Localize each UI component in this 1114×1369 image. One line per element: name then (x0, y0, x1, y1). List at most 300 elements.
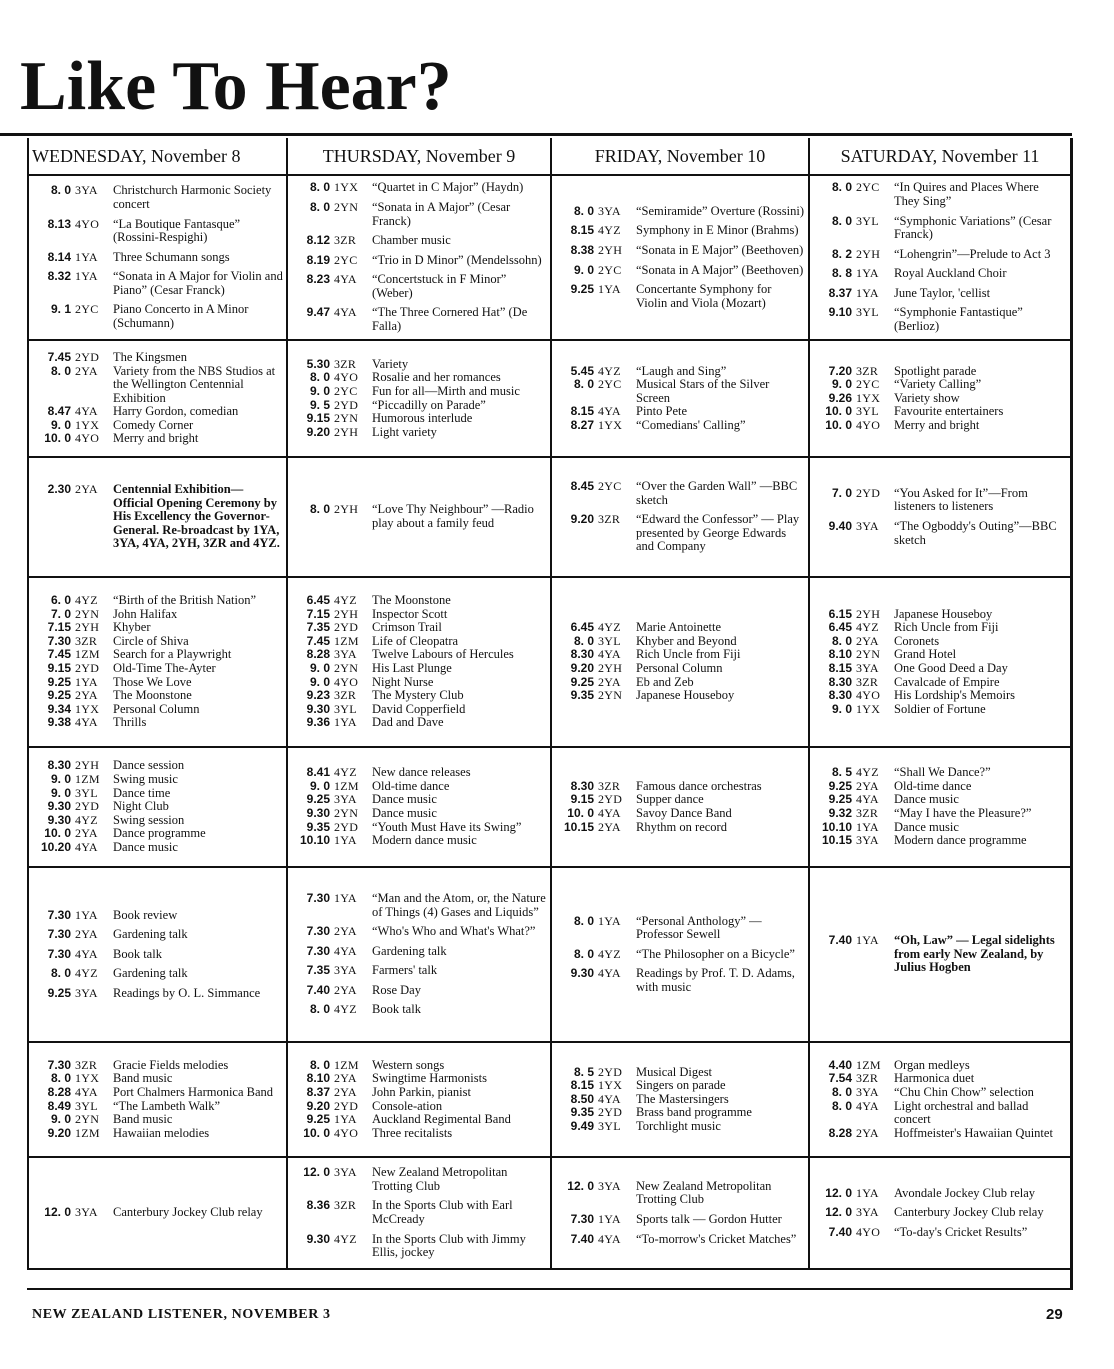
program-time: 9.10 (828, 305, 852, 320)
program-title: “The Three Cornered Hat” (De Falla) (372, 305, 528, 334)
station-code: 1ZM (334, 633, 359, 648)
program-listing (288, 1127, 550, 1141)
program-listing (288, 945, 550, 959)
program-listing (288, 834, 550, 848)
program-title: New Zealand Metropolitan Trotting Club (636, 1178, 772, 1207)
program-time: 7.30 (306, 924, 330, 939)
schedule-cell-saturday (810, 1158, 1070, 1270)
program-time: 9. 0 (309, 778, 330, 793)
program-title: “Edward the Confessor” — Play presented by George Edwards and Company (636, 512, 800, 554)
program-title: Fun for all—Mirth and music (372, 383, 520, 398)
program-time: 7.30 (47, 633, 71, 648)
program-title: “May I have the Pleasure?” (894, 806, 1032, 820)
station-code: 2YD (598, 792, 623, 807)
program-listing (288, 689, 550, 703)
program-listing (288, 1199, 550, 1226)
station-code: 2YN (598, 688, 623, 703)
program-time: 8.12 (306, 233, 330, 248)
station-code: 2YA (75, 363, 98, 378)
station-code: 4YZ (598, 363, 621, 378)
program-listing (810, 621, 1070, 635)
program-time: 4.40 (828, 1057, 852, 1072)
program-listing (810, 608, 1070, 622)
program-title: Those We Love (113, 674, 192, 689)
program-title: Variety show (894, 390, 960, 405)
program-title: In the Sports Club with Earl McCready (372, 1198, 513, 1226)
program-time: 7.40 (828, 933, 852, 948)
program-listing (29, 608, 286, 622)
station-code: 4YA (598, 1231, 621, 1246)
station-code: 2YH (334, 502, 359, 517)
station-code: 4YZ (598, 946, 621, 961)
program-time: 8. 0 (573, 377, 594, 392)
station-code: 1YA (598, 282, 621, 297)
program-title: “You Asked for It”—From listeners to listeners (894, 485, 1028, 514)
station-code: 1YA (75, 249, 98, 264)
program-time: 7.40 (306, 982, 330, 997)
program-time: 10.10 (821, 819, 852, 834)
program-listing (810, 1187, 1070, 1201)
program-title: Piano Concerto in A Minor (Schumann) (113, 302, 249, 331)
program-listing (810, 703, 1070, 717)
program-time: 8. 0 (309, 180, 330, 195)
program-title: Dad and Dave (372, 715, 444, 730)
program-title: Dance session (113, 758, 185, 773)
program-title: Personal Column (113, 701, 200, 716)
program-time: 7.40 (570, 1231, 594, 1246)
program-time: 8. 5 (831, 765, 852, 780)
program-listing (810, 1226, 1070, 1240)
program-title: Savoy Dance Band (636, 806, 732, 820)
station-code: 4YA (598, 1091, 621, 1106)
program-title: “Lohengrin”—Prelude to Act 3 (894, 246, 1051, 261)
program-listing (810, 1059, 1070, 1073)
program-time: 10. 0 (44, 826, 71, 841)
program-listing (552, 1079, 808, 1093)
program-time: 9.25 (570, 674, 594, 689)
station-code: 4YA (75, 1084, 98, 1099)
station-code: 4YA (75, 946, 98, 961)
program-listing (29, 841, 286, 855)
station-code: 3YA (598, 1178, 621, 1193)
program-title: “Oh, Law” — Legal sidelights from early New Zealand, by Julius Hogben (894, 933, 1055, 975)
station-code: 2YD (334, 397, 359, 412)
program-listing (288, 648, 550, 662)
station-code: 2YN (856, 647, 881, 662)
schedule-cell-saturday (810, 458, 1070, 578)
program-time: 8.36 (306, 1198, 330, 1213)
program-listing (810, 405, 1070, 419)
program-title: “To-day's Cricket Results” (894, 1224, 1028, 1239)
program-time: 10.10 (299, 833, 330, 848)
program-time: 8. 0 (309, 1002, 330, 1017)
station-code: 2YN (334, 199, 359, 214)
program-title: Harmonica duet (894, 1071, 975, 1086)
program-title: Swingtime Harmonists (372, 1071, 487, 1086)
program-time: 8.15 (828, 661, 852, 675)
station-code: 3YL (856, 213, 879, 228)
station-code: 4YZ (598, 223, 621, 238)
station-code: 1ZM (334, 1057, 359, 1072)
program-title: Dance music (894, 819, 959, 834)
station-code: 2YD (334, 620, 359, 635)
station-code: 4YO (334, 1125, 359, 1140)
station-code: 3ZR (856, 363, 879, 378)
station-code: 2YN (334, 411, 359, 426)
program-listing (29, 270, 286, 297)
program-title: “Symphonie Fantastique” (Berlioz) (894, 305, 1023, 334)
program-title: Favourite entertainers (894, 404, 1004, 419)
station-code: 2YH (75, 620, 100, 635)
program-listing (552, 635, 808, 649)
program-listing (810, 821, 1070, 835)
program-title: Harry Gordon, comedian (113, 404, 239, 419)
program-title: Book talk (372, 1002, 421, 1017)
program-title: Merry and bright (113, 431, 199, 446)
program-listing (29, 1206, 286, 1220)
program-title: New Zealand Metropolitan Trotting Club (372, 1165, 508, 1193)
station-code: 4YZ (334, 1002, 357, 1017)
program-title: “Youth Must Have its Swing” (372, 819, 522, 834)
program-title: Dance time (113, 785, 171, 800)
station-code: 2YC (75, 302, 99, 317)
program-listing (288, 1086, 550, 1100)
program-title: Personal Column (636, 661, 723, 675)
program-listing (810, 766, 1070, 780)
program-title: Swing music (113, 772, 178, 787)
program-listing (288, 234, 550, 248)
program-time: 9.23 (306, 688, 330, 703)
program-title: Japanese Houseboy (894, 606, 993, 621)
program-title: Marie Antoinette (636, 620, 722, 635)
program-time: 8.15 (570, 1078, 594, 1093)
program-time: 9.32 (828, 806, 852, 820)
program-listing (552, 821, 808, 835)
station-code: 1YA (598, 1212, 621, 1226)
program-title: Circle of Shiva (113, 633, 189, 648)
program-time: 8.30 (570, 778, 594, 793)
schedule-cell-saturday (810, 868, 1070, 1043)
program-listing (552, 621, 808, 635)
program-time: 9.20 (306, 424, 330, 439)
program-title: Variety from the NBS Studios at the Wellington Centennial Exhibition (113, 363, 276, 405)
program-time: 7.45 (47, 349, 71, 364)
station-code: 2YH (598, 242, 623, 257)
program-listing (810, 487, 1070, 514)
program-listing (29, 594, 286, 608)
station-code: 4YA (334, 943, 357, 958)
program-time: 7.40 (828, 1224, 852, 1239)
program-time: 8.10 (306, 1071, 330, 1086)
day-header-saturday: SATURDAY, November 11 (810, 138, 1070, 176)
program-listing (29, 1113, 286, 1127)
schedule-cell-friday (552, 1158, 810, 1270)
program-time: 8.10 (828, 647, 852, 662)
station-code: 3YA (856, 1084, 879, 1099)
program-title: Old-Time The-Ayter (113, 661, 216, 675)
program-listing (288, 358, 550, 372)
station-code: 3YA (856, 833, 879, 848)
program-listing (29, 716, 286, 730)
program-time: 9.49 (570, 1118, 594, 1133)
program-listing (288, 608, 550, 622)
program-title: Dance music (372, 806, 437, 820)
program-title: Khyber (113, 620, 151, 635)
program-listing (552, 1180, 808, 1207)
program-listing (810, 1072, 1070, 1086)
program-title: Twelve Labours of Hercules (372, 647, 514, 662)
program-listing (29, 303, 286, 330)
program-title: Book review (113, 907, 178, 922)
program-time: 8. 0 (50, 363, 71, 378)
program-listing (29, 365, 286, 406)
program-listing (29, 1059, 286, 1073)
program-listing (810, 662, 1070, 676)
program-time: 7. 0 (50, 606, 71, 621)
program-time: 9.25 (47, 688, 71, 703)
program-listing (552, 662, 808, 676)
program-title: “Man and the Atom, or, the Nature of Things (4) Gases and Liquids” (372, 890, 546, 919)
program-title: Inspector Scott (372, 606, 448, 621)
station-code: 3YL (75, 785, 98, 800)
program-title: The Mystery Club (372, 688, 464, 703)
program-title: “Symphonic Variations” (Cesar Franck) (894, 213, 1052, 242)
program-title: Centennial Exhibition—Official Opening Ceremony by His Excellency the Governor-General. Re-broadcast by 1YA, 3YA, 4YA, 2YH, 3ZR and 4YZ. (113, 482, 280, 551)
program-listing (810, 676, 1070, 690)
program-time: 7. 0 (831, 485, 852, 500)
program-listing (29, 759, 286, 773)
program-time: 7.45 (47, 647, 71, 662)
station-code: 3ZR (334, 688, 357, 703)
program-listing (552, 264, 808, 278)
program-time: 8.45 (570, 479, 594, 494)
program-title: Dance programme (113, 826, 206, 841)
program-time: 8. 5 (573, 1064, 594, 1079)
station-code: 2YH (334, 424, 359, 439)
program-listing (810, 392, 1070, 406)
station-code: 1YA (598, 913, 621, 928)
station-code: 2YC (334, 252, 358, 267)
program-listing (288, 716, 550, 730)
program-listing (552, 1066, 808, 1080)
station-code: 3YL (856, 404, 879, 419)
program-time: 10.20 (40, 839, 71, 854)
program-listing (288, 1166, 550, 1193)
program-time: 8. 0 (309, 199, 330, 214)
station-code: 3YA (75, 985, 98, 1000)
program-time: 9.25 (306, 1112, 330, 1127)
program-listing (810, 1206, 1070, 1220)
program-listing (552, 1093, 808, 1107)
program-time: 10. 0 (825, 417, 852, 432)
program-title: Torchlight music (636, 1118, 721, 1133)
program-listing (810, 807, 1070, 821)
program-title: “Sonata in A Major” (Cesar Franck) (372, 199, 511, 228)
station-code: 3YA (334, 792, 357, 807)
station-code: 1YX (334, 180, 359, 195)
schedule-cell-wednesday (27, 176, 288, 341)
program-time: 8.30 (828, 688, 852, 703)
station-code: 1YA (856, 285, 879, 300)
station-code: 3YA (334, 1165, 357, 1180)
schedule-cell-wednesday (27, 1043, 288, 1158)
station-code: 4YA (75, 404, 98, 419)
program-time: 12. 0 (567, 1178, 594, 1193)
program-time: 8.28 (306, 647, 330, 662)
program-listing (288, 1100, 550, 1114)
program-time: 8. 0 (309, 502, 330, 517)
program-time: 8. 0 (50, 183, 71, 198)
schedule-cell-wednesday (27, 868, 288, 1043)
program-title: “To-morrow's Cricket Matches” (636, 1231, 797, 1246)
station-code: 3YA (75, 1205, 98, 1220)
station-code: 4YO (334, 674, 359, 689)
program-time: 9.30 (306, 701, 330, 716)
station-code: 3YL (75, 1098, 98, 1113)
station-code: 1YA (334, 890, 357, 905)
program-title: David Copperfield (372, 701, 466, 716)
program-title: Cavalcade of Empire (894, 674, 1000, 689)
program-title: Night Club (113, 799, 169, 814)
program-title: Western songs (372, 1057, 445, 1072)
program-time: 8. 0 (573, 633, 594, 648)
station-code: 2YC (598, 262, 622, 277)
program-title: “Concertstuck in F Minor” (Weber) (372, 272, 507, 300)
program-time: 12. 0 (825, 1205, 852, 1220)
program-time: 12. 0 (303, 1165, 330, 1180)
schedule-cell-wednesday (27, 748, 288, 868)
program-listing (29, 1100, 286, 1114)
program-title: The Mastersingers (636, 1091, 729, 1106)
program-title: Humorous interlude (372, 411, 473, 426)
program-listing (288, 371, 550, 385)
station-code: 2YC (856, 377, 880, 392)
day-header-thursday: THURSDAY, November 9 (288, 138, 552, 176)
program-time: 8. 0 (309, 370, 330, 385)
day-header-friday: FRIDAY, November 10 (552, 138, 810, 176)
program-time: 7.35 (306, 620, 330, 635)
program-listing (29, 676, 286, 690)
station-code: 2YC (598, 479, 622, 494)
program-title: Canterbury Jockey Club relay (113, 1205, 263, 1220)
program-listing (288, 984, 550, 998)
program-title: Musical Stars of the Silver Screen (636, 377, 770, 405)
program-time: 12. 0 (825, 1185, 852, 1200)
station-code: 3ZR (856, 674, 879, 689)
station-code: 3YA (334, 647, 357, 662)
program-time: 8.28 (47, 1084, 71, 1099)
program-time: 7.30 (47, 907, 71, 922)
program-time: 8. 0 (831, 633, 852, 648)
program-time: 9.30 (306, 806, 330, 820)
station-code: 4YA (856, 792, 879, 807)
program-listing (552, 793, 808, 807)
program-title: Old-time dance (372, 778, 450, 793)
station-code: 4YA (598, 806, 621, 820)
program-title: Book talk (113, 946, 162, 961)
program-title: Famous dance orchestras (636, 778, 762, 793)
program-title: Rosalie and her romances (372, 370, 501, 385)
program-title: “Sonata in A Major for Violin and Piano” (Cesar Franck) (113, 269, 283, 297)
program-time: 9.35 (306, 819, 330, 834)
program-time: 8. 0 (831, 180, 852, 195)
program-title: Dance music (894, 792, 959, 807)
station-code: 2YD (598, 1105, 623, 1120)
program-time: 8.14 (47, 249, 71, 264)
program-time: 7.30 (570, 1212, 594, 1226)
program-listing (29, 948, 286, 962)
station-code: 1YA (856, 933, 879, 948)
station-code: 2YH (856, 606, 881, 621)
program-listing (288, 821, 550, 835)
program-listing (29, 689, 286, 703)
program-listing (552, 1106, 808, 1120)
station-code: 2YA (598, 674, 621, 689)
program-title: Khyber and Beyond (636, 633, 737, 648)
program-time: 9.25 (828, 792, 852, 807)
station-code: 4YA (598, 404, 621, 419)
program-listing (552, 780, 808, 794)
station-code: 2YN (334, 806, 359, 820)
program-title: Search for a Playwright (113, 647, 232, 662)
schedule-cell-thursday (288, 578, 552, 748)
program-time: 8.28 (828, 1125, 852, 1140)
program-listing (288, 1059, 550, 1073)
program-listing (288, 662, 550, 676)
program-title: Dance music (113, 839, 178, 854)
program-time: 8.19 (306, 252, 330, 267)
schedule-cell-friday (552, 458, 810, 578)
schedule-cell-saturday (810, 578, 1070, 748)
program-time: 8.27 (570, 417, 594, 432)
program-listing (29, 662, 286, 676)
station-code: 2YC (856, 180, 880, 195)
program-title: Farmers' talk (372, 963, 438, 978)
program-title: Light orchestral and ballad concert (894, 1098, 1029, 1127)
station-code: 4YA (598, 647, 621, 662)
schedule-cell-thursday (288, 868, 552, 1043)
station-code: 1YX (598, 417, 623, 432)
program-time: 7.54 (828, 1071, 852, 1086)
program-time: 8. 0 (831, 1098, 852, 1113)
program-listing (288, 635, 550, 649)
program-title: Readings by Prof. T. D. Adams, with music (636, 966, 795, 994)
station-code: 3YL (334, 701, 357, 716)
program-title: “Sonata in A Major” (Beethoven) (636, 262, 804, 277)
program-time: 9.25 (47, 674, 71, 689)
program-time: 6.45 (570, 620, 594, 635)
program-time: 9.30 (47, 799, 71, 814)
program-listing (29, 483, 286, 551)
station-code: 3YA (856, 519, 879, 533)
program-time: 10. 0 (825, 404, 852, 419)
program-title: Christchurch Harmonic Society concert (113, 183, 272, 211)
program-time: 8.37 (306, 1084, 330, 1099)
schedule-grid (27, 138, 1073, 1290)
program-title: “The Philosopher on a Bicycle” (636, 946, 795, 961)
schedule-cell-thursday (288, 458, 552, 578)
station-code: 4YA (598, 966, 621, 981)
schedule-cell-friday (552, 748, 810, 868)
program-listing (29, 827, 286, 841)
program-time: 8. 0 (309, 1057, 330, 1072)
station-code: 2YA (334, 1071, 357, 1086)
program-title: Three recitalists (372, 1125, 453, 1140)
program-time: 9.35 (570, 688, 594, 703)
station-code: 4YZ (75, 593, 98, 608)
station-code: 3ZR (334, 1198, 357, 1213)
program-listing (810, 689, 1070, 703)
